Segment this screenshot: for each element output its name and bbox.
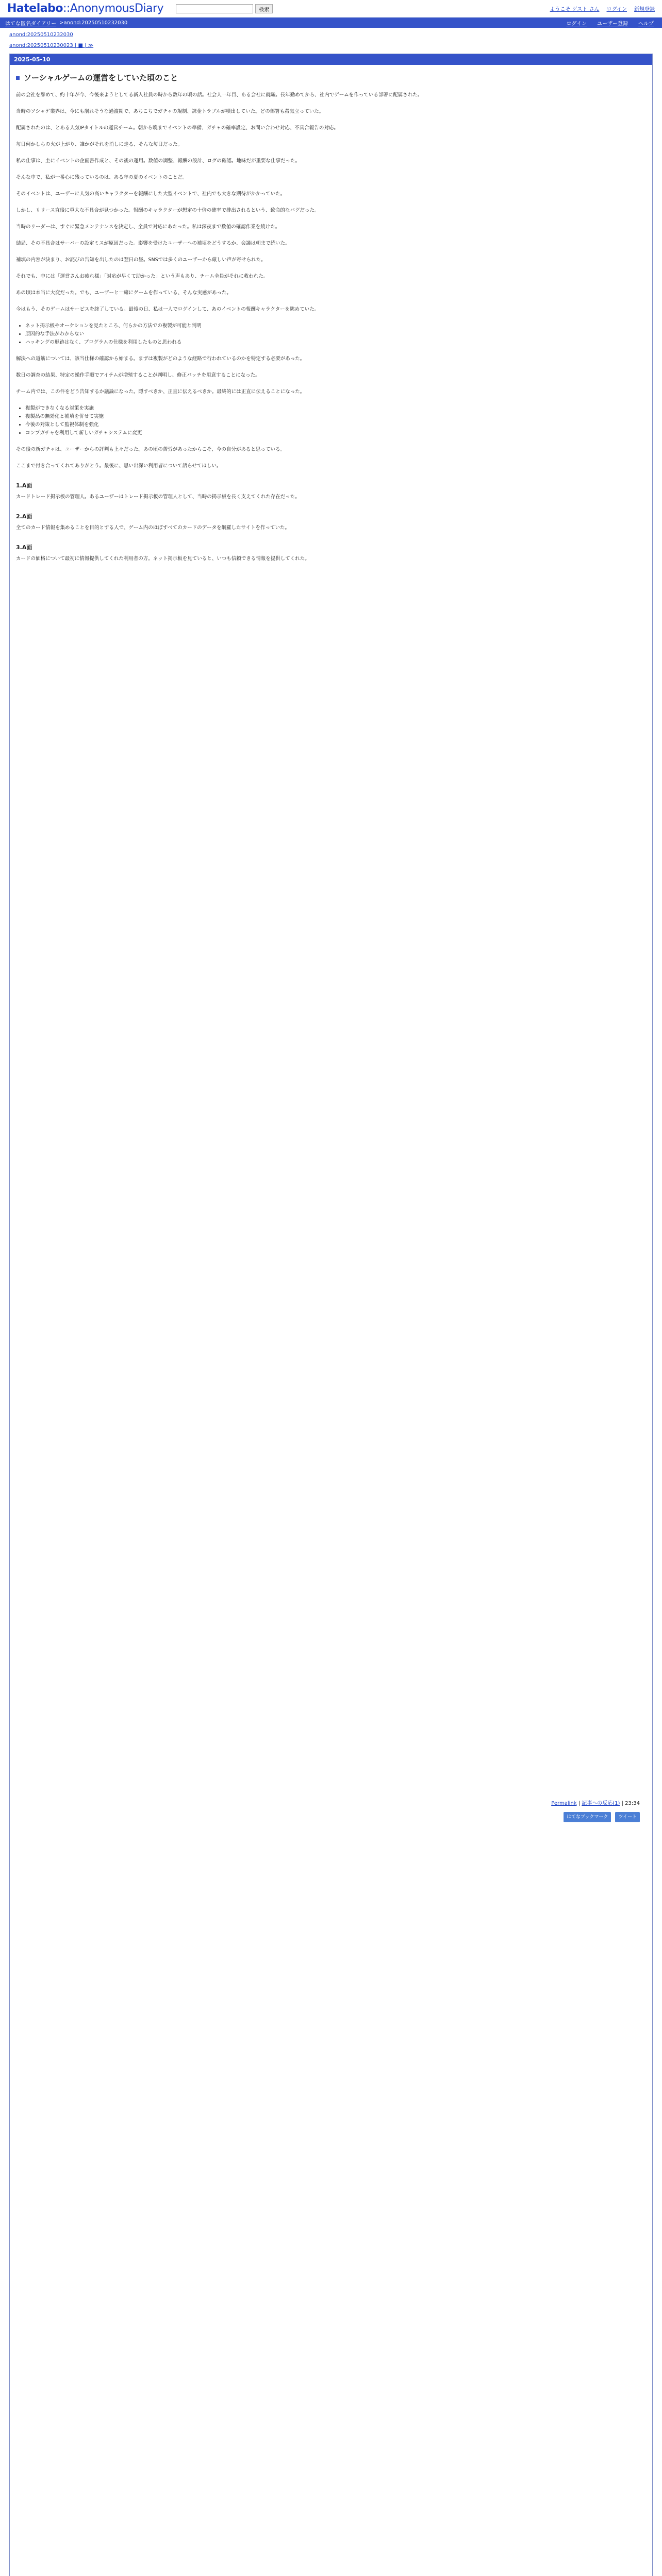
paragraph: あの頃は本当に大変だった。でも、ユーザーと一緒にゲームを作っている、そんな実感があった。 [16, 290, 231, 296]
article-footer: Permalink | 記事への反応(1) | 23:34 [551, 1801, 640, 1806]
paragraph: その後の新ガチャは、ユーザーからの評判も上々だった。あの頃の苦労があったからこそ、今の自分があると思っている。 [16, 447, 285, 452]
share-row [16, 1810, 646, 1827]
list-item: • コンプガチャを利用して新しいガチャシステムに変更 [25, 429, 646, 437]
list-item: • ネット掲示板やオーケションを見たところ、何らかの方法での複製が可能と判明 [25, 322, 646, 330]
site-logo[interactable] [7, 2, 163, 15]
search-input[interactable] [176, 4, 253, 13]
logo-bold: Hatelabo [7, 2, 63, 15]
search-area [176, 4, 273, 13]
search-button[interactable]: 検索 [255, 4, 273, 13]
article-title [16, 72, 646, 83]
list-item: • 複製品の無効化と補填を併せて実施 [25, 413, 646, 421]
paragraph: 毎日何かしらの火が上がり、誰かがそれを消しに走る、そんな毎日だった。 [16, 142, 183, 147]
paragraph: 解決への道筋については、該当仕様の確認から始まる。まずは複製がどのような経路で行われているのかを特定する必要があった。 [16, 356, 305, 362]
header-link-register[interactable]: 新規登録 [634, 7, 655, 12]
paragraph: 当時のソシャゲ業界は、今にも崩れそうな過渡期で、あちこちでガチャの規制、課金トラブルが噴出していた。どの部署も殺気立っていた。 [16, 109, 324, 114]
paragraph: 補填の内容が決まり、お詫びの告知を出したのは翌日の昼。SNSでは多くのユーザーから厳しい声が寄せられた。 [16, 257, 266, 263]
qa-heading: 2.A面 [16, 513, 32, 520]
list-item: • 原因的な手法がわからない [25, 330, 646, 338]
paragraph: 数日の調査の結果、特定の操作手順でアイテムが増殖することが判明し、修正パッチを用意することになった。 [16, 372, 260, 378]
paragraph: 結局、その不具合はサーバーの設定ミスが原因だった。影響を受けたユーザーへの補填をどうするか、会議は朝まで続いた。 [16, 241, 290, 246]
prev-next-link[interactable]: anond:20250510230023 | ■ | ≫ [9, 43, 94, 48]
nav-separator: > [59, 20, 64, 26]
nav-link-help[interactable]: ヘルプ [638, 21, 654, 27]
bullet-list [25, 404, 646, 437]
main-content [0, 54, 662, 2576]
qa-answer: カードの価格について最初に情報提供してくれた利用者の方。ネット掲示板を見ていると、いつも信頼できる情報を提供してくれた。 [16, 556, 310, 562]
qa-heading: 3.A面 [16, 544, 32, 551]
nav-link-entry[interactable]: anond:20250510232030 [63, 20, 128, 26]
paragraph: 前の会社を辞めて、約十年が今、今後来ようとしてる新入社員の時から数年の頃の話。社会人一年目、ある会社に就職。長年勤めてから、社内でゲームを作っている部署に配属された。 [16, 92, 423, 98]
prev-next-line [0, 42, 662, 54]
paragraph: 配属されたのは、とある人気IPタイトルの運営チーム。朝から晩までイベントの準備、ガチャの確率設定、お問い合わせ対応、不具合報告の対応。 [16, 125, 339, 131]
article-date: 2025-05-10 [10, 54, 652, 65]
article-spacer [16, 571, 646, 1798]
nav-right [567, 19, 657, 27]
nav-link-login[interactable]: ログイン [566, 21, 587, 27]
paragraph: 当時のリーダーは、すぐに緊急メンテナンスを決定し、全員で対応にあたった。私は深夜まで数値の確認作業を続けた。 [16, 224, 280, 230]
breadcrumb [0, 28, 662, 42]
paragraph: ここまで付き合ってくれてありがとう。最後に、思い出深い利用者について語らせてほしい。 [16, 463, 222, 469]
header-link-login[interactable]: ログイン [606, 7, 627, 12]
list-item: • 今後の対策として監視体制を強化 [25, 421, 646, 429]
blue-nav-bar [0, 18, 662, 28]
qa-answer: 全てのカード情報を集めることを目的とする人で、ゲーム内のほぼすべてのカードのデータを網羅したサイトを作っていた。 [16, 525, 290, 531]
paragraph: チーム内では、この件をどう告知するか議論になった。隠すべきか、正直に伝えるべきか。最終的には正直に伝えることになった。 [16, 389, 305, 395]
paragraph: 今はもう、そのゲームはサービスを終了している。最後の日、私は一人でログインして、あのイベントの報酬キャラクターを眺めていた。 [16, 307, 320, 312]
qa-heading: 1.A面 [16, 482, 32, 489]
qa-answer: カードトレード掲示板の管理人。あるユーザーはトレード掲示板の管理人として、当時の掲示板を長く支えてくれた存在だった。 [16, 494, 300, 500]
article [9, 54, 653, 2576]
paragraph: しかし、リリース直後に重大な不具合が見つかった。報酬のキャラクターが想定の十倍の確率で排出されるという、致命的なバグだった。 [16, 208, 320, 213]
top-header [0, 0, 662, 18]
post-time: 23:34 [625, 1801, 640, 1806]
paragraph: 私の仕事は、主にイベントの企画書作成と、その後の運用。数値の調整、報酬の設計、ログの確認。地味だが重要な仕事だった。 [16, 158, 301, 164]
article-title-text: ソーシャルゲームの運営をしていた頃のこと [24, 73, 178, 82]
tweet-button[interactable]: ツイート [615, 1812, 640, 1822]
list-item: • ハッキングの形跡はなく、プログラムの仕様を利用したものと思われる [25, 338, 646, 347]
article-header [10, 65, 652, 86]
title-square-icon [16, 76, 20, 80]
permalink-link[interactable]: Permalink [551, 1801, 577, 1806]
bullet-list [25, 322, 646, 347]
article-body [10, 86, 652, 1833]
paragraph: そんな中で、私が一番心に残っているのは、ある年の夏のイベントのことだ。 [16, 175, 188, 180]
nav-link-home[interactable]: はてな匿名ダイアリー [5, 21, 57, 27]
paragraph: そのイベントは、ユーザーに人気の高いキャラクターを報酬にした大型イベントで、社内でも大きな期待がかかっていた。 [16, 191, 286, 197]
header-links [550, 5, 655, 12]
reactions-link[interactable]: 記事への反応(1) [582, 1801, 620, 1806]
nav-link-register[interactable]: ユーザー登録 [597, 21, 628, 27]
list-item: • 複製ができなくなる対策を実施 [25, 404, 646, 413]
paragraph: それでも、中には「運営さんお疲れ様」「対応が早くて助かった」という声もあり、チーム全員がそれに救われた。 [16, 274, 269, 279]
logo-light: ::AnonymousDiary [62, 2, 164, 15]
hatena-bookmark-button[interactable]: はてなブックマーク [564, 1812, 611, 1822]
breadcrumb-link[interactable]: anond:20250510232030 [9, 32, 73, 38]
header-link-welcome[interactable]: ようこそ ゲスト さん [550, 7, 600, 12]
